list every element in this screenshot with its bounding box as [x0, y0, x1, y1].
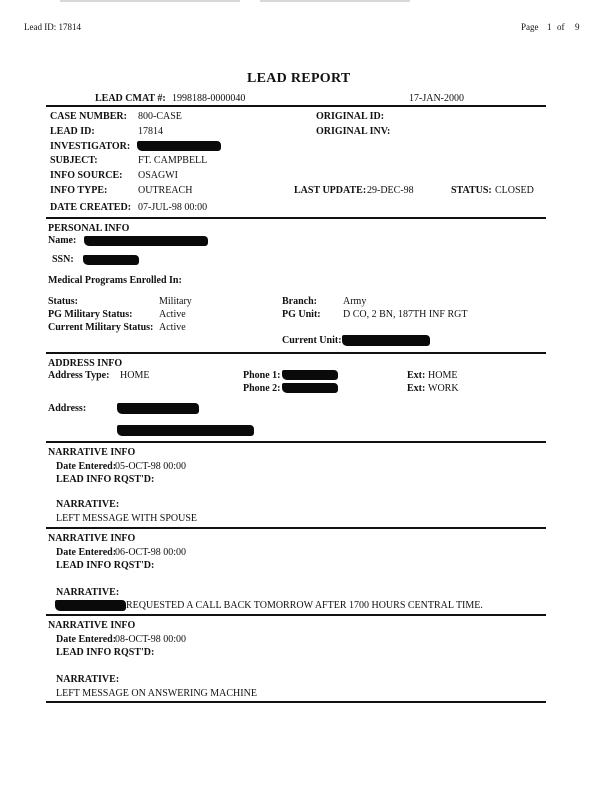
header-lead-id: Lead ID: 17814	[24, 22, 81, 32]
redaction-narrative-name	[55, 600, 126, 611]
date-entered-label: Date Entered:	[56, 634, 117, 645]
ext-2-label: Ext:	[407, 383, 426, 394]
divider	[46, 352, 546, 354]
redaction-phone-1	[282, 370, 338, 380]
header-page-num: 1	[547, 22, 552, 32]
ssn-label: SSN:	[52, 254, 74, 265]
subject-label: SUBJECT:	[50, 155, 98, 166]
narrative-label: NARRATIVE:	[56, 587, 120, 598]
personal-info-heading: PERSONAL INFO	[48, 223, 130, 234]
pg-unit-label: PG Unit:	[282, 309, 321, 320]
lead-info-rqstd-label: LEAD INFO RQST'D:	[56, 647, 155, 658]
status-label: STATUS:	[451, 185, 492, 196]
redaction-name	[84, 236, 208, 246]
pg-unit-value: D CO, 2 BN, 187TH INF RGT	[343, 309, 468, 320]
info-source-label: INFO SOURCE:	[50, 170, 123, 181]
narrative-heading: NARRATIVE INFO	[48, 620, 136, 631]
redaction-investigator	[137, 141, 221, 151]
redaction-address-line-2	[117, 425, 254, 436]
status-value: CLOSED	[495, 185, 534, 196]
case-number-label: CASE NUMBER:	[50, 111, 127, 122]
name-label: Name:	[48, 235, 77, 246]
address-label: Address:	[48, 403, 87, 414]
current-military-status-label: Current Military Status:	[48, 322, 154, 333]
redaction-ssn	[83, 255, 139, 265]
investigator-label: INVESTIGATOR:	[50, 141, 131, 152]
scan-artifact	[260, 0, 410, 2]
date-entered-label: Date Entered:	[56, 547, 117, 558]
ext-1-label: Ext:	[407, 370, 426, 381]
case-number-value: 800-CASE	[138, 111, 182, 122]
current-military-status-value: Active	[159, 322, 186, 333]
report-title: LEAD REPORT	[247, 71, 351, 86]
date-entered-value: 05-OCT-98 00:00	[115, 461, 187, 472]
header-page-label: Page	[521, 22, 539, 32]
redaction-phone-2	[282, 383, 338, 393]
original-id-label: ORIGINAL ID:	[316, 111, 385, 122]
divider	[46, 527, 546, 529]
ext-1-value: HOME	[428, 370, 458, 381]
narrative-label: NARRATIVE:	[56, 674, 120, 685]
military-status-label: Status:	[48, 296, 79, 307]
narrative-text: LEFT MESSAGE ON ANSWERING MACHINE	[56, 688, 257, 699]
phone-2-label: Phone 2:	[243, 383, 281, 394]
date-entered-value: 06-OCT-98 00:00	[115, 547, 187, 558]
scan-artifact	[60, 0, 240, 2]
phone-1-label: Phone 1:	[243, 370, 281, 381]
pg-military-status-value: Active	[159, 309, 186, 320]
last-update-value: 29-DEC-98	[367, 185, 414, 196]
military-status-value: Military	[159, 296, 192, 307]
header-of: of	[557, 22, 565, 32]
date-created-value: 07-JUL-98 00:00	[138, 202, 208, 213]
narrative-heading: NARRATIVE INFO	[48, 447, 136, 458]
redaction-current-unit	[342, 335, 430, 346]
divider	[46, 217, 546, 219]
ext-2-value: WORK	[428, 383, 459, 394]
current-unit-label: Current Unit:	[282, 335, 342, 346]
divider	[46, 614, 546, 616]
address-type-value: HOME	[120, 370, 150, 381]
narrative-text: LEFT MESSAGE WITH SPOUSE	[56, 513, 198, 524]
pg-military-status-label: PG Military Status:	[48, 309, 133, 320]
date-created-label: DATE CREATED:	[50, 202, 132, 213]
branch-label: Branch:	[282, 296, 317, 307]
address-info-heading: ADDRESS INFO	[48, 358, 123, 369]
lead-info-rqstd-label: LEAD INFO RQST'D:	[56, 560, 155, 571]
report-date: 17-JAN-2000	[409, 93, 464, 104]
last-update-label: LAST UPDATE:	[294, 185, 367, 196]
lead-id-value: 17814	[138, 126, 163, 137]
subject-value: FT. CAMPBELL	[138, 155, 208, 166]
medical-programs-label: Medical Programs Enrolled In:	[48, 275, 182, 286]
info-type-label: INFO TYPE:	[50, 185, 108, 196]
date-entered-value: 08-OCT-98 00:00	[115, 634, 187, 645]
redaction-address-line-1	[117, 403, 199, 414]
branch-value: Army	[343, 296, 367, 307]
narrative-text: REQUESTED A CALL BACK TOMORROW AFTER 1700 HOURS CENTRAL TIME.	[126, 600, 483, 611]
narrative-heading: NARRATIVE INFO	[48, 533, 136, 544]
narrative-label: NARRATIVE:	[56, 499, 120, 510]
divider	[46, 441, 546, 443]
lead-info-rqstd-label: LEAD INFO RQST'D:	[56, 474, 155, 485]
lead-id-label: LEAD ID:	[50, 126, 95, 137]
header-page-total: 9	[575, 22, 580, 32]
cmat-value: 1998188-0000040	[172, 93, 246, 104]
info-source-value: OSAGWI	[138, 170, 178, 181]
address-type-label: Address Type:	[48, 370, 110, 381]
divider	[46, 105, 546, 107]
original-inv-label: ORIGINAL INV:	[316, 126, 391, 137]
cmat-label: LEAD CMAT #:	[95, 93, 166, 104]
info-type-value: OUTREACH	[138, 185, 193, 196]
date-entered-label: Date Entered:	[56, 461, 117, 472]
divider	[46, 701, 546, 703]
